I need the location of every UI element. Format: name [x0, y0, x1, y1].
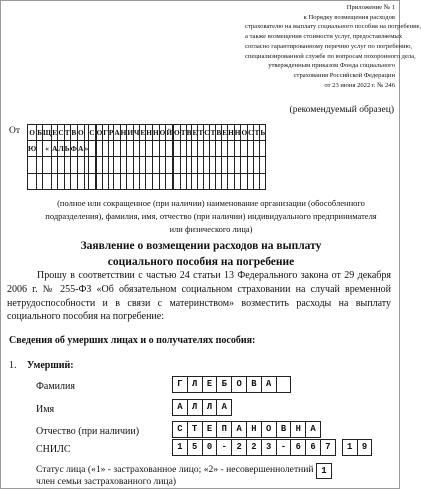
grid-cell[interactable] — [228, 141, 235, 157]
name-label: Имя — [36, 404, 55, 415]
sample-note: (рекомендуемый образец) — [289, 105, 394, 115]
grid-cell[interactable]: А — [77, 141, 84, 157]
patronymic-cells — [172, 421, 321, 438]
grid-cell[interactable] — [166, 157, 173, 173]
grid-cell[interactable]: В — [216, 125, 222, 141]
name-cells — [172, 399, 232, 416]
grid-cell[interactable]: Л — [58, 141, 64, 157]
grid-cell[interactable]: Т — [198, 125, 204, 141]
grid-cell[interactable]: А — [114, 125, 120, 141]
grid-cell[interactable]: Й — [166, 125, 173, 141]
char-cell[interactable]: 7 — [320, 440, 335, 456]
header-line: а также возмещения стоимости услуг, предоставляемых — [245, 33, 403, 41]
grid-cell[interactable] — [166, 141, 173, 157]
char-cell[interactable] — [335, 440, 342, 456]
organization-caption: (полное или сокращенное (при наличии) наименование организации (обособленного подразделения), фамилия, имя, отчество (при наличии) индивидуального предпринимателя или физического лица) — [45, 198, 377, 234]
grid-cell[interactable] — [96, 141, 103, 157]
header-line: страхования Российской Федерации — [293, 71, 395, 79]
grid-cell[interactable]: Ф — [70, 141, 77, 157]
char-cell[interactable]: Н — [246, 422, 261, 438]
grid-cell[interactable]: В — [70, 125, 77, 141]
snils-label: СНИЛС — [36, 444, 71, 455]
char-cell[interactable]: А — [261, 377, 276, 393]
grid-cell[interactable] — [234, 141, 241, 157]
char-cell[interactable]: 1 — [342, 440, 357, 456]
grid-cell[interactable]: В — [186, 125, 192, 141]
header-line: страхователю на выплату социального пособия на погребение, — [245, 23, 421, 31]
grid-cell[interactable] — [241, 173, 248, 189]
grid-cell[interactable] — [28, 173, 37, 189]
grid-cell[interactable] — [146, 173, 153, 189]
grid-cell[interactable] — [96, 173, 103, 189]
grid-cell[interactable]: О — [159, 125, 166, 141]
request-paragraph: Прошу в соответствии с частью 24 статьи 13 Федерального закона от 29 декабря 2006 г. № 255-ФЗ «Об обязательном социальном страховании на случай временной нетрудоспособности и в связи с материнством» возместить расходы на выплату социального пособия на погребение: — [7, 270, 391, 323]
char-cell[interactable]: Е — [202, 422, 217, 438]
status-value-box[interactable]: 1 — [316, 463, 332, 479]
title-line: Заявление о возмещении расходов на выплату — [80, 240, 322, 252]
grid-cell[interactable] — [28, 157, 37, 173]
char-cell[interactable]: 1 — [173, 440, 188, 456]
grid-cell[interactable]: Е — [140, 125, 146, 141]
grid-cell[interactable] — [43, 157, 52, 173]
grid-row — [28, 141, 266, 157]
cell-row — [173, 400, 232, 416]
char-cell[interactable]: 6 — [291, 440, 306, 456]
grid-cell[interactable]: О — [77, 125, 84, 141]
grid-cell[interactable]: Н — [152, 125, 159, 141]
grid-cell[interactable]: И — [127, 125, 134, 141]
grid-cell[interactable] — [120, 157, 127, 173]
grid-cell[interactable]: Ь — [64, 141, 70, 157]
grid-row — [28, 173, 266, 189]
grid-cell[interactable] — [260, 173, 266, 189]
grid-cell[interactable]: С — [248, 125, 254, 141]
grid-cell[interactable]: Т — [210, 125, 216, 141]
grid-cell[interactable] — [152, 157, 159, 173]
char-cell[interactable]: Е — [202, 377, 217, 393]
document-title — [1, 239, 401, 270]
char-cell[interactable]: 0 — [202, 440, 217, 456]
char-cell[interactable]: Б — [217, 377, 232, 393]
grid-cell[interactable]: Г — [103, 125, 109, 141]
grid-cell[interactable] — [174, 157, 181, 173]
char-cell[interactable]: 2 — [246, 440, 261, 456]
title-line: социального пособия на погребение — [107, 255, 295, 268]
grid-cell[interactable]: Е — [222, 125, 228, 141]
grid-cell[interactable] — [159, 141, 166, 157]
approval-header — [245, 3, 421, 90]
grid-cell[interactable] — [228, 157, 235, 173]
char-cell[interactable] — [276, 377, 291, 393]
char-cell[interactable]: Л — [202, 400, 217, 416]
grid-cell[interactable] — [146, 157, 153, 173]
header-line: от 23 июня 2022 г. № 246 — [324, 81, 395, 89]
char-cell[interactable]: Г — [173, 377, 188, 393]
grid-cell[interactable] — [234, 157, 241, 173]
grid-cell[interactable]: Н — [234, 125, 241, 141]
grid-cell[interactable] — [174, 141, 181, 157]
cell-row — [173, 440, 372, 456]
grid-cell[interactable] — [43, 173, 52, 189]
header-line: утвержденным приказом Фонда социального — [268, 62, 395, 70]
cell-row — [173, 377, 291, 393]
grid-cell[interactable] — [159, 157, 166, 173]
grid-cell[interactable] — [159, 173, 166, 189]
surname-cells — [172, 376, 291, 393]
surname-label: Фамилия — [36, 381, 75, 392]
item-number: 1. — [9, 360, 17, 371]
grid-cell[interactable] — [260, 157, 266, 173]
cell-row — [173, 422, 321, 438]
char-cell[interactable]: А — [173, 400, 188, 416]
grid-cell[interactable]: » — [84, 141, 89, 157]
grid-cell[interactable]: С — [204, 125, 210, 141]
char-cell[interactable]: В — [246, 377, 261, 393]
grid-cell[interactable] — [77, 173, 84, 189]
grid-row — [28, 125, 266, 141]
grid-cell[interactable]: А — [52, 141, 58, 157]
grid-cell[interactable]: С — [89, 125, 95, 141]
grid-cell[interactable]: Ч — [134, 125, 140, 141]
char-cell[interactable]: А — [217, 400, 232, 416]
char-cell[interactable]: Н — [291, 422, 306, 438]
header-line: согласно гарантированному перечню услуг по погребению, — [245, 42, 413, 50]
char-cell[interactable]: - — [217, 440, 232, 456]
char-cell[interactable]: П — [217, 422, 232, 438]
char-cell[interactable]: - — [276, 440, 291, 456]
grid-cell[interactable] — [120, 173, 127, 189]
grid-cell[interactable]: О — [174, 125, 181, 141]
grid-cell[interactable]: Т — [254, 125, 260, 141]
organization-name-grid — [27, 124, 266, 190]
grid-cell[interactable]: Щ — [43, 125, 52, 141]
char-cell[interactable]: С — [173, 422, 188, 438]
grid-cell[interactable]: Ь — [260, 125, 266, 141]
grid-cell[interactable] — [70, 157, 77, 173]
grid-cell[interactable]: Т — [180, 125, 186, 141]
grid-cell[interactable] — [152, 141, 159, 157]
grid-cell[interactable]: Н — [146, 125, 153, 141]
grid-row — [28, 157, 266, 173]
char-cell[interactable]: 3 — [261, 440, 276, 456]
grid-cell[interactable]: С — [58, 125, 64, 141]
grid-cell[interactable] — [241, 157, 248, 173]
grid-cell[interactable] — [120, 141, 127, 157]
grid-cell[interactable]: Н — [120, 125, 127, 141]
char-cell[interactable]: О — [232, 377, 247, 393]
grid-cell[interactable] — [152, 173, 159, 189]
from-label: От — [9, 126, 21, 136]
grid-cell[interactable]: Е — [52, 125, 58, 141]
grid-cell[interactable] — [127, 141, 134, 157]
char-cell[interactable]: Л — [187, 400, 202, 416]
grid-cell[interactable] — [241, 141, 248, 157]
grid-cell[interactable] — [70, 173, 77, 189]
grid-cell[interactable]: Р — [108, 125, 113, 141]
grid-cell[interactable]: Е — [192, 125, 198, 141]
grid-cell[interactable] — [146, 141, 153, 157]
grid-cell[interactable] — [127, 157, 134, 173]
char-cell[interactable]: Т — [187, 422, 202, 438]
header-line: к Порядку возмещения расходов — [303, 13, 395, 21]
status-label: Статус лица («1» - застрахованное лицо; «2» - несовершеннолетний член семьи застрахованного лица) — [36, 464, 314, 487]
grid-cell[interactable]: « — [43, 141, 52, 157]
patronymic-label: Отчество (при наличии) — [36, 426, 140, 437]
grid-cell[interactable] — [166, 173, 173, 189]
grid-cell[interactable] — [174, 173, 181, 189]
grid-cell[interactable] — [234, 173, 241, 189]
char-cell[interactable]: 6 — [306, 440, 321, 456]
header-line: специализированной службе по вопросам похоронного дела, — [245, 52, 416, 60]
grid-cell[interactable] — [228, 173, 235, 189]
char-cell[interactable]: А — [306, 422, 321, 438]
char-cell[interactable]: 5 — [187, 440, 202, 456]
grid-cell[interactable]: Н — [228, 125, 235, 141]
grid-cell[interactable]: Т — [64, 125, 70, 141]
grid-cell[interactable]: О — [28, 125, 37, 141]
grid-cell[interactable] — [77, 157, 84, 173]
char-cell[interactable]: 9 — [357, 440, 372, 456]
char-cell[interactable]: О — [261, 422, 276, 438]
grid-cell[interactable]: О — [241, 125, 248, 141]
char-cell[interactable]: А — [232, 422, 247, 438]
char-cell[interactable]: 2 — [232, 440, 247, 456]
deceased-label: Умерший: — [27, 360, 74, 371]
snils-cells — [172, 439, 372, 456]
char-cell[interactable]: Л — [187, 377, 202, 393]
section-title: Сведения об умерших лицах и о получателях пособия: — [9, 335, 256, 346]
grid-cell[interactable] — [260, 141, 266, 157]
char-cell[interactable]: В — [276, 422, 291, 438]
grid-cell[interactable] — [96, 157, 103, 173]
grid-cell[interactable]: О — [96, 125, 103, 141]
grid-cell[interactable] — [127, 173, 134, 189]
grid-cell[interactable]: Б — [37, 125, 43, 141]
grid-cell[interactable]: Ю — [28, 141, 37, 157]
header-line: Приложение № 1 — [346, 4, 395, 11]
